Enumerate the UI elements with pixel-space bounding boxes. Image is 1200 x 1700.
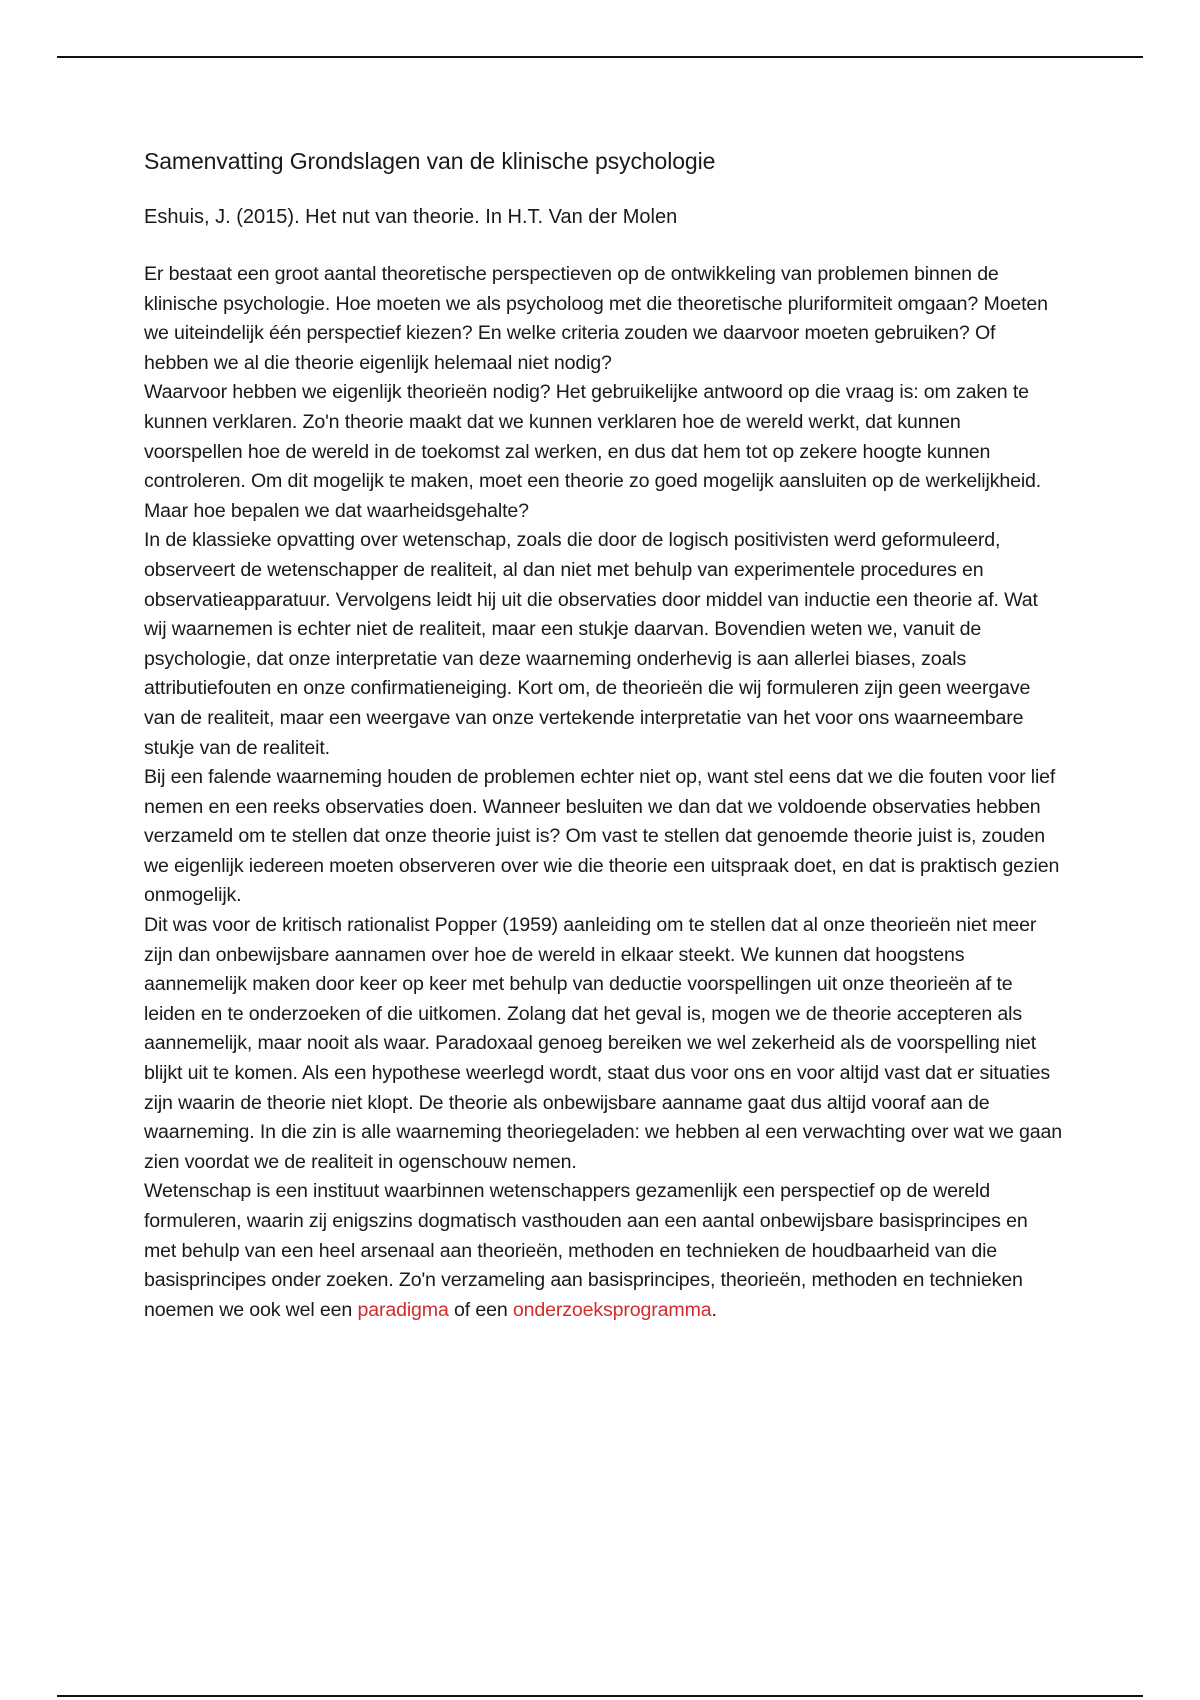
paragraph-science-institution	[144, 1177, 1064, 1325]
paragraph-why-theory: Waarvoor hebben we eigenlijk theorieën nodig? Het gebruikelijke antwoord op die vraag is: om zaken te kunnen verklaren. Zo'n theorie maakt dat we kunnen verklaren hoe de wereld werkt, dat kunnen voorspellen hoe de wereld in de toekomst zal werken, en dus dat hem tot op zekere hoogte kunnen controleren. Om dit mogelijk te maken, moet een theorie zo goed mogelijk aansluiten op de werkelijkheid. Maar hoe bepalen we dat waarheidsgehalte?	[144, 381, 1042, 522]
document-title: Samenvatting Grondslagen van de klinische psychologie	[144, 148, 716, 174]
paragraph-popper: Dit was voor de kritisch rationalist Popper (1959) aanleiding om te stellen dat al onze theorieën niet meer zijn dan onbewijsbare aannamen over hoe de wereld in elkaar steekt. We kunnen dat hoogstens aannemelijk maken door keer op keer met behulp van deductie voorspellingen uit onze theorieën af te leiden en te onderzoeken of die uitkomen. Zolang dat het geval is, mogen we de theorie accepteren als aannemelijk, maar nooit als waar. Paradoxaal genoeg bereiken we wel zekerheid als de voorspelling niet blijkt uit te komen. Als een hypothese weerlegd wordt, staat dus voor ons en voor altijd vast dat er situaties zijn waarin de theorie niet klopt. De theorie als onbewijsbare aanname gaat dus altijd vooraf aan de waarneming. In die zin is alle waarneming theoriegeladen: we hebben al een verwachting over wat we gaan zien voordat we de realiteit in ogenschouw nemen.	[144, 914, 1062, 1173]
paragraph-science-text: Wetenschap is een instituut waarbinnen wetenschappers gezamenlijk een perspectief op de wereld formuleren, waarin zij enigszins dogmatisch vasthouden aan een aantal onbewijsbare basisprincipes en met behulp van een heel arsenaal aan theorieën, methoden en technieken de houdbaarheid van die basisprincipes onder zoeken. Zo'n verzameling aan basisprincipes, theorieën, methoden en technieken noemen we ook wel een	[144, 1180, 1028, 1321]
term-paradigma: paradigma	[357, 1298, 449, 1321]
top-rule	[57, 56, 1143, 58]
document-body	[144, 146, 1064, 1325]
bottom-rule	[57, 1695, 1143, 1697]
paragraph-end: .	[711, 1298, 717, 1321]
paragraph-intro: Er bestaat een groot aantal theoretische perspectieven op de ontwikkeling van problemen binnen de klinische psychologie. Hoe moeten we als psycholoog met die theoretische pluriformiteit omgaan? Moeten we uiteindelijk één perspectief kiezen? En welke criteria zouden we daarvoor moeten gebruiken? Of hebben we al die theorie eigenlijk helemaal niet nodig?	[144, 263, 1048, 374]
paragraph-classical-view: In de klassieke opvatting over wetenschap, zoals die door de logisch positivisten werd geformuleerd, observeert de wetenschapper de realiteit, al dan niet met behulp van experimentele procedures en observatieapparatuur. Vervolgens leidt hij uit die observaties door middel van inductie een theorie af. Wat wij waarnemen is echter niet de realiteit, maar een stukje daarvan. Bovendien weten we, vanuit de psychologie, dat onze interpretatie van deze waarneming onderhevig is aan allerlei biases, zoals attributiefouten en onze confirmatieneiging. Kort om, de theorieën die wij formuleren zijn geen weergave van de realiteit, maar een weergave van onze vertekende interpretatie van het voor ons waarneembare stukje van de realiteit.	[144, 529, 1038, 759]
paragraph-observation-problem: Bij een falende waarneming houden de problemen echter niet op, want stel eens dat we die fouten voor lief nemen en een reeks observaties doen. Wanneer besluiten we dan dat we voldoende observaties hebben verzameld om te stellen dat onze theorie juist is? Om vast te stellen dat genoemde theorie juist is, zouden we eigenlijk iedereen moeten observeren over wie die theorie een uitspraak doet, en dat is praktisch gezien onmogelijk.	[144, 766, 1060, 907]
term-onderzoeksprogramma: onderzoeksprogramma	[512, 1298, 712, 1321]
source-citation: Eshuis, J. (2015). Het nut van theorie. In H.T. Van der Molen	[144, 206, 678, 228]
term-connector: of een	[448, 1298, 513, 1321]
